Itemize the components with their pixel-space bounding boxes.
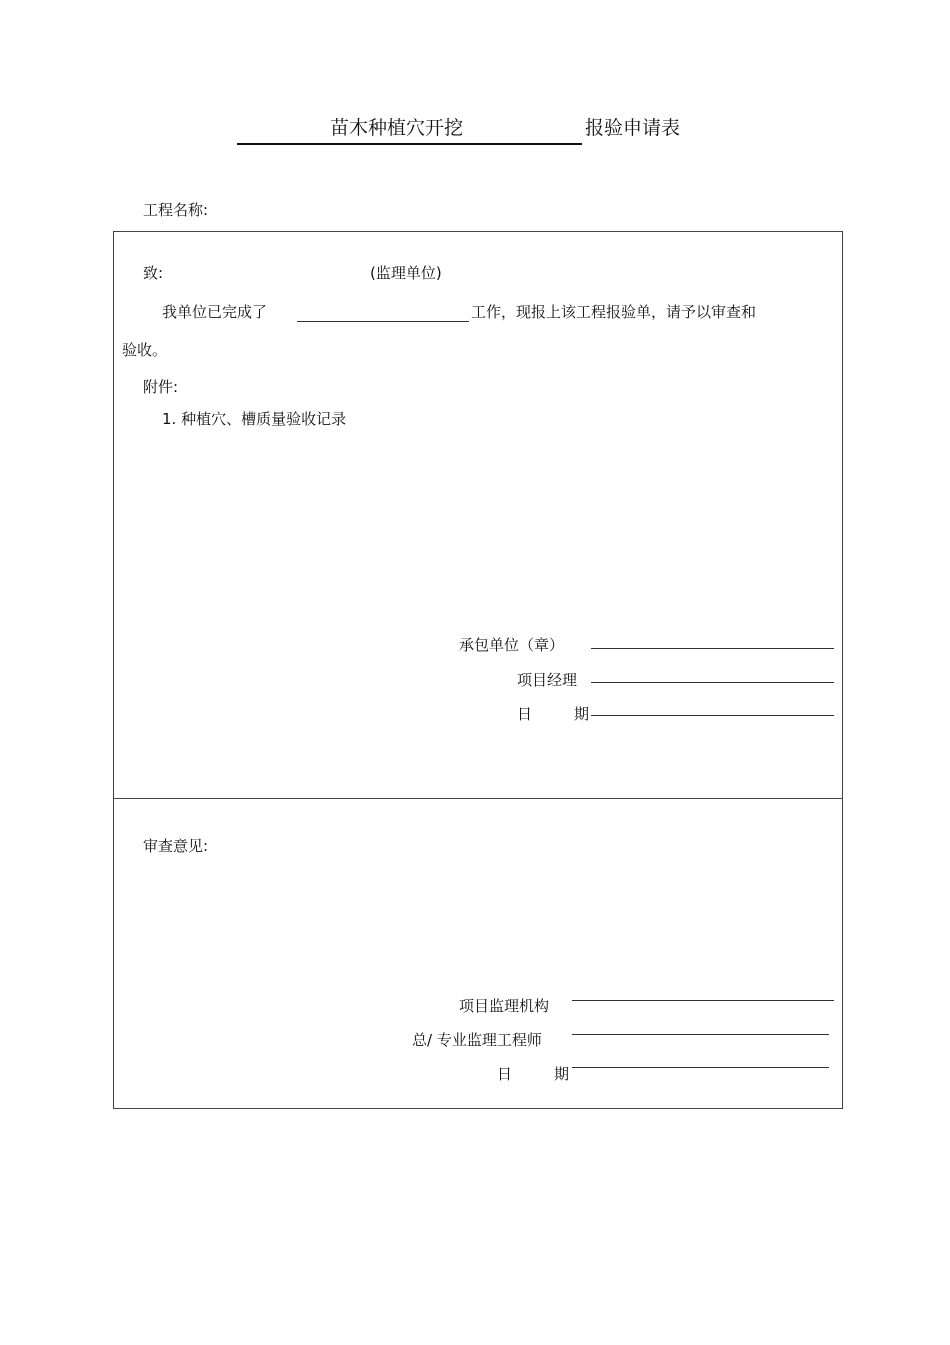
completed-work-prefix: 我单位已完成了 <box>162 303 268 321</box>
form-box <box>113 231 843 1109</box>
date-label-char2: 期 <box>574 705 590 723</box>
supervisor-unit-label: (监理单位) <box>370 264 442 282</box>
attachment-item: 1. 种植穴、槽质量验收记录 <box>162 410 347 428</box>
form-title-suffix: 报验申请表 <box>585 117 681 139</box>
to-label: 致: <box>143 264 164 282</box>
completed-work-continuation: 验收。 <box>122 341 168 359</box>
contractor-signature-line[interactable] <box>591 648 834 649</box>
completed-work-suffix: 工作，现报上该工程报验单，请予以审查和 <box>471 303 757 321</box>
date-label-char1: 日 <box>517 705 533 723</box>
review-date-label-char1: 日 <box>497 1065 513 1083</box>
title-underline <box>237 143 582 145</box>
supervising-engineer-signature-line[interactable] <box>572 1034 829 1035</box>
section-divider <box>113 798 843 799</box>
form-title-item: 苗木种植穴开挖 <box>330 117 464 139</box>
project-name-label: 工程名称: <box>143 201 209 219</box>
review-date-line[interactable] <box>572 1067 829 1068</box>
contractor-date-line[interactable] <box>591 715 834 716</box>
supervising-engineer-label: 总/ 专业监理工程师 <box>412 1031 542 1049</box>
contractor-label: 承包单位（章） <box>459 636 565 654</box>
attachments-label: 附件: <box>143 378 179 396</box>
completed-work-blank[interactable] <box>297 321 469 322</box>
supervision-agency-signature-line[interactable] <box>572 1000 834 1001</box>
project-manager-label: 项目经理 <box>517 671 578 689</box>
review-date-label-char2: 期 <box>554 1065 570 1083</box>
review-opinion-label: 审查意见: <box>143 837 209 855</box>
supervision-agency-label: 项目监理机构 <box>459 997 550 1015</box>
project-manager-signature-line[interactable] <box>591 682 834 683</box>
